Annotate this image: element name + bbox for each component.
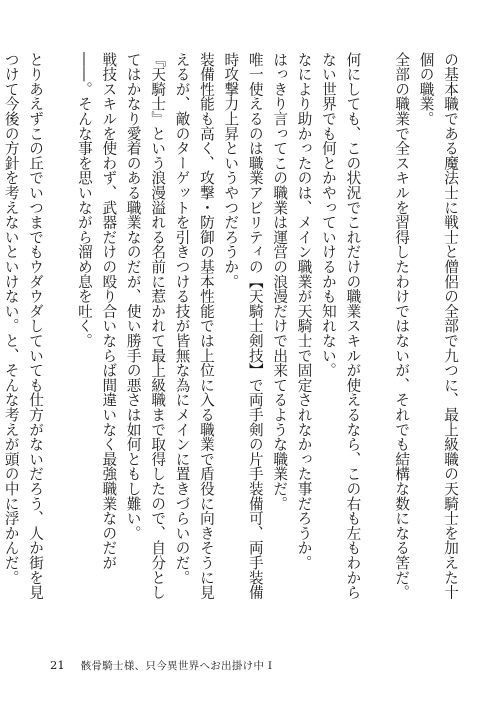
paragraph: 装備性能も高く、攻撃・防御の基本性能では上位に入る職業で盾役に向きそうに見えるが、敵のターゲットを引きつける技が皆無な為にメインに置きづらいのだ。 — [173, 52, 215, 600]
paragraph: 唯一使えるのは職業アビリティの【天騎士剣技】で両手剣の片手装備可、両手装備時攻撃力上昇というやつだろうか。 — [222, 52, 264, 600]
paragraph: なにより助かったのは、メイン職業が天騎士で固定されなかった事だろうか。 — [295, 52, 313, 570]
paragraph: 全部の職業で全スキルを習得したわけではないが、それでも結構な数になる筈だ。 — [393, 52, 411, 600]
paragraph: の基本職である魔法士に戦士と僧侶の全部で九つに、最上級職の天騎士を加えた十個の職業。 — [417, 52, 459, 600]
paragraph: とりあえずこの丘でいつまでもウダウダしていても仕方がないだろう、人か街を見つけて今後の方針を考えないといけない。と、そんな考えが頭の中に浮かんだ。 — [2, 52, 45, 600]
paragraph: 戦技スキルを使わず、武器だけの殴り合いならば間違いなく最強職業なのだが――。そんな事を思いながら溜め息を吐く。 — [75, 52, 118, 570]
paragraph: 何にしても、この状況でこれだけの職業スキルが使えるなら、この右も左もわからない世界でも何とかやっていけるかも知れない。 — [319, 52, 362, 600]
page-number: 21 — [50, 658, 65, 672]
vertical-text-body — [2, 52, 462, 607]
running-title: 骸骨騎士様、只今異世界へお出掛け中 Ⅰ — [80, 660, 273, 672]
paragraph: はっきり言ってこの職業は運営の浪漫だけで出来てるような職業だ。 — [271, 52, 289, 511]
blank-line — [47, 52, 71, 607]
paragraph: 『天騎士』という浪漫溢れる名前に惹かれて最上級職まで取得したので、自分としてはかなり愛着のある職業なのだが、使い勝手の悪さは如何ともし難い。 — [124, 52, 167, 600]
blank-line — [364, 52, 388, 607]
page-footer — [50, 658, 272, 673]
